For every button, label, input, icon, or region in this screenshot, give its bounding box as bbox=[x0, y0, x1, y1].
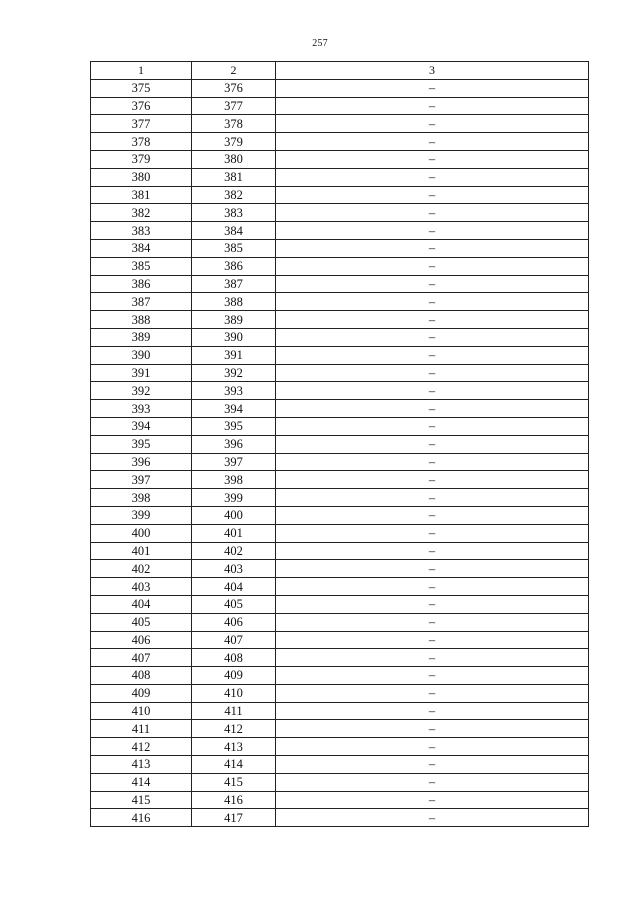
table-cell-col-3: – bbox=[276, 631, 589, 649]
table-row bbox=[91, 400, 589, 418]
table-cell-col-3: – bbox=[276, 293, 589, 311]
table-row bbox=[91, 364, 589, 382]
table-cell-col-1: 386 bbox=[91, 275, 192, 293]
table-cell-col-3: – bbox=[276, 489, 589, 507]
table-cell-col-3: – bbox=[276, 79, 589, 97]
table-cell-col-2: 405 bbox=[192, 595, 276, 613]
table-cell-col-2: 391 bbox=[192, 346, 276, 364]
table-cell-col-2: 415 bbox=[192, 773, 276, 791]
table-cell-col-2: 382 bbox=[192, 186, 276, 204]
table-cell-col-1: 383 bbox=[91, 222, 192, 240]
table-cell-col-1: 406 bbox=[91, 631, 192, 649]
table-cell-col-3: – bbox=[276, 239, 589, 257]
table-cell-col-1: 390 bbox=[91, 346, 192, 364]
table-cell-col-3: – bbox=[276, 542, 589, 560]
table-row bbox=[91, 649, 589, 667]
table-cell-col-3: – bbox=[276, 115, 589, 133]
table-row bbox=[91, 346, 589, 364]
table-cell-col-3: – bbox=[276, 613, 589, 631]
table-row bbox=[91, 809, 589, 827]
column-header-3: 3 bbox=[276, 62, 589, 80]
table-cell-col-3: – bbox=[276, 222, 589, 240]
table-row bbox=[91, 524, 589, 542]
table-cell-col-1: 402 bbox=[91, 560, 192, 578]
table-cell-col-3: – bbox=[276, 275, 589, 293]
table-cell-col-3: – bbox=[276, 311, 589, 329]
table-cell-col-2: 377 bbox=[192, 97, 276, 115]
table-cell-col-3: – bbox=[276, 453, 589, 471]
table-cell-col-3: – bbox=[276, 400, 589, 418]
table-cell-col-1: 393 bbox=[91, 400, 192, 418]
table-cell-col-3: – bbox=[276, 791, 589, 809]
table-cell-col-1: 414 bbox=[91, 773, 192, 791]
table-cell-col-1: 388 bbox=[91, 311, 192, 329]
table-row bbox=[91, 222, 589, 240]
table-cell-col-1: 416 bbox=[91, 809, 192, 827]
table-cell-col-3: – bbox=[276, 435, 589, 453]
table-cell-col-2: 383 bbox=[192, 204, 276, 222]
table-cell-col-3: – bbox=[276, 417, 589, 435]
table-row bbox=[91, 328, 589, 346]
table-cell-col-2: 413 bbox=[192, 738, 276, 756]
table-row bbox=[91, 613, 589, 631]
table-cell-col-2: 398 bbox=[192, 471, 276, 489]
table-row bbox=[91, 684, 589, 702]
table-cell-col-1: 375 bbox=[91, 79, 192, 97]
table-cell-col-3: – bbox=[276, 756, 589, 774]
table-row bbox=[91, 667, 589, 685]
table-cell-col-2: 407 bbox=[192, 631, 276, 649]
table-cell-col-2: 384 bbox=[192, 222, 276, 240]
table-cell-col-1: 415 bbox=[91, 791, 192, 809]
table-cell-col-3: – bbox=[276, 150, 589, 168]
table-cell-col-2: 416 bbox=[192, 791, 276, 809]
table-row bbox=[91, 773, 589, 791]
table-cell-col-2: 381 bbox=[192, 168, 276, 186]
table-cell-col-2: 408 bbox=[192, 649, 276, 667]
table-cell-col-2: 401 bbox=[192, 524, 276, 542]
table-cell-col-3: – bbox=[276, 346, 589, 364]
data-table bbox=[90, 61, 589, 827]
table-cell-col-3: – bbox=[276, 364, 589, 382]
table-cell-col-3: – bbox=[276, 809, 589, 827]
table-cell-col-1: 398 bbox=[91, 489, 192, 507]
table-cell-col-1: 396 bbox=[91, 453, 192, 471]
table-row bbox=[91, 417, 589, 435]
table-cell-col-2: 397 bbox=[192, 453, 276, 471]
table-cell-col-2: 380 bbox=[192, 150, 276, 168]
table-cell-col-1: 397 bbox=[91, 471, 192, 489]
table-cell-col-1: 376 bbox=[91, 97, 192, 115]
table-row bbox=[91, 631, 589, 649]
table-cell-col-2: 388 bbox=[192, 293, 276, 311]
table-cell-col-2: 417 bbox=[192, 809, 276, 827]
table-cell-col-2: 389 bbox=[192, 311, 276, 329]
column-header-1: 1 bbox=[91, 62, 192, 80]
column-header-2: 2 bbox=[192, 62, 276, 80]
table-row bbox=[91, 560, 589, 578]
table-cell-col-1: 394 bbox=[91, 417, 192, 435]
table-cell-col-2: 390 bbox=[192, 328, 276, 346]
table-row bbox=[91, 382, 589, 400]
table-row bbox=[91, 453, 589, 471]
table-cell-col-1: 377 bbox=[91, 115, 192, 133]
table-cell-col-3: – bbox=[276, 506, 589, 524]
table-cell-col-3: – bbox=[276, 204, 589, 222]
table-cell-col-1: 385 bbox=[91, 257, 192, 275]
table-body bbox=[91, 79, 589, 826]
table-row bbox=[91, 293, 589, 311]
table-row bbox=[91, 720, 589, 738]
table-cell-col-2: 411 bbox=[192, 702, 276, 720]
table-cell-col-1: 410 bbox=[91, 702, 192, 720]
table-cell-col-3: – bbox=[276, 97, 589, 115]
table-cell-col-1: 381 bbox=[91, 186, 192, 204]
table-cell-col-3: – bbox=[276, 168, 589, 186]
table-row bbox=[91, 471, 589, 489]
table-row bbox=[91, 239, 589, 257]
table-cell-col-3: – bbox=[276, 186, 589, 204]
table-cell-col-1: 389 bbox=[91, 328, 192, 346]
table-cell-col-1: 409 bbox=[91, 684, 192, 702]
table-cell-col-2: 414 bbox=[192, 756, 276, 774]
table-cell-col-1: 412 bbox=[91, 738, 192, 756]
table-row bbox=[91, 702, 589, 720]
table-cell-col-1: 380 bbox=[91, 168, 192, 186]
table-row bbox=[91, 542, 589, 560]
table-row bbox=[91, 738, 589, 756]
table-cell-col-3: – bbox=[276, 684, 589, 702]
table-cell-col-2: 406 bbox=[192, 613, 276, 631]
table-cell-col-1: 404 bbox=[91, 595, 192, 613]
table-row bbox=[91, 595, 589, 613]
table-cell-col-2: 400 bbox=[192, 506, 276, 524]
table-row bbox=[91, 204, 589, 222]
table-cell-col-2: 403 bbox=[192, 560, 276, 578]
table-cell-col-3: – bbox=[276, 595, 589, 613]
table-row bbox=[91, 79, 589, 97]
table-row bbox=[91, 506, 589, 524]
table-cell-col-2: 378 bbox=[192, 115, 276, 133]
table-cell-col-2: 379 bbox=[192, 133, 276, 151]
table-cell-col-1: 403 bbox=[91, 578, 192, 596]
table-cell-col-2: 409 bbox=[192, 667, 276, 685]
table-cell-col-1: 379 bbox=[91, 150, 192, 168]
table-row bbox=[91, 275, 589, 293]
table-cell-col-1: 411 bbox=[91, 720, 192, 738]
table-cell-col-1: 405 bbox=[91, 613, 192, 631]
table-cell-col-2: 393 bbox=[192, 382, 276, 400]
table-cell-col-2: 412 bbox=[192, 720, 276, 738]
table-cell-col-3: – bbox=[276, 702, 589, 720]
table-cell-col-1: 387 bbox=[91, 293, 192, 311]
table-cell-col-2: 385 bbox=[192, 239, 276, 257]
table-row bbox=[91, 257, 589, 275]
table-row bbox=[91, 150, 589, 168]
table-cell-col-3: – bbox=[276, 649, 589, 667]
table-row bbox=[91, 133, 589, 151]
table-cell-col-2: 392 bbox=[192, 364, 276, 382]
table-cell-col-3: – bbox=[276, 773, 589, 791]
table-cell-col-3: – bbox=[276, 667, 589, 685]
table-cell-col-3: – bbox=[276, 382, 589, 400]
table-cell-col-2: 399 bbox=[192, 489, 276, 507]
table-cell-col-3: – bbox=[276, 133, 589, 151]
table-cell-col-1: 391 bbox=[91, 364, 192, 382]
table-cell-col-1: 400 bbox=[91, 524, 192, 542]
table-cell-col-2: 410 bbox=[192, 684, 276, 702]
table-cell-col-2: 396 bbox=[192, 435, 276, 453]
table-cell-col-2: 404 bbox=[192, 578, 276, 596]
table-row bbox=[91, 435, 589, 453]
table-cell-col-3: – bbox=[276, 560, 589, 578]
table-cell-col-2: 376 bbox=[192, 79, 276, 97]
table-row bbox=[91, 791, 589, 809]
table-cell-col-1: 399 bbox=[91, 506, 192, 524]
table-cell-col-3: – bbox=[276, 524, 589, 542]
table-cell-col-3: – bbox=[276, 471, 589, 489]
page-number: 257 bbox=[312, 38, 328, 49]
table-cell-col-3: – bbox=[276, 257, 589, 275]
table-row bbox=[91, 311, 589, 329]
table-cell-col-2: 395 bbox=[192, 417, 276, 435]
table-cell-col-1: 384 bbox=[91, 239, 192, 257]
table-cell-col-1: 407 bbox=[91, 649, 192, 667]
table-cell-col-1: 395 bbox=[91, 435, 192, 453]
table-row bbox=[91, 97, 589, 115]
table-cell-col-1: 401 bbox=[91, 542, 192, 560]
table-row bbox=[91, 578, 589, 596]
table-row bbox=[91, 186, 589, 204]
table-cell-col-2: 402 bbox=[192, 542, 276, 560]
table-cell-col-3: – bbox=[276, 738, 589, 756]
table-cell-col-3: – bbox=[276, 720, 589, 738]
table-cell-col-2: 394 bbox=[192, 400, 276, 418]
table-cell-col-2: 387 bbox=[192, 275, 276, 293]
table-cell-col-2: 386 bbox=[192, 257, 276, 275]
table-cell-col-1: 378 bbox=[91, 133, 192, 151]
table-cell-col-3: – bbox=[276, 578, 589, 596]
table-cell-col-1: 392 bbox=[91, 382, 192, 400]
table-header-row bbox=[91, 62, 589, 80]
table-row bbox=[91, 115, 589, 133]
table-cell-col-1: 382 bbox=[91, 204, 192, 222]
table-row bbox=[91, 756, 589, 774]
table-row bbox=[91, 168, 589, 186]
table-cell-col-3: – bbox=[276, 328, 589, 346]
table-cell-col-1: 408 bbox=[91, 667, 192, 685]
table-cell-col-1: 413 bbox=[91, 756, 192, 774]
table-row bbox=[91, 489, 589, 507]
